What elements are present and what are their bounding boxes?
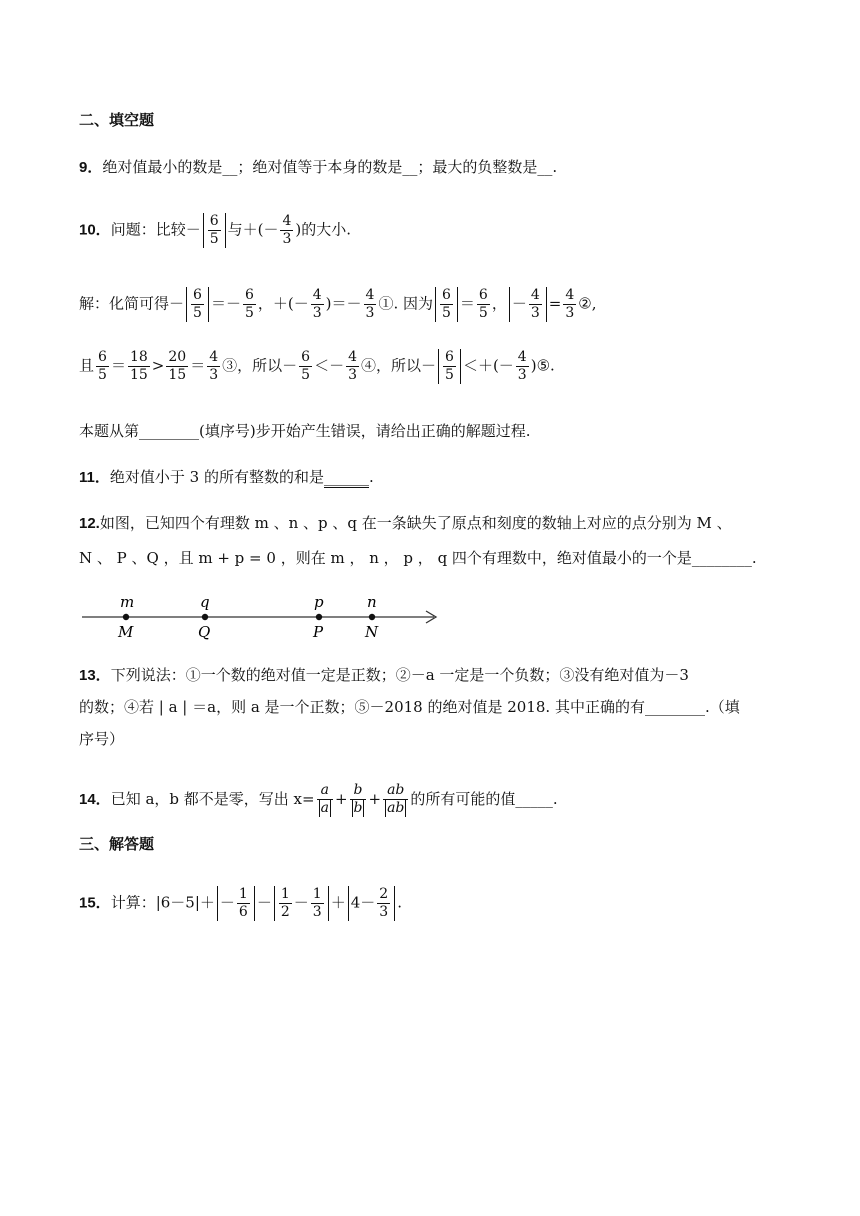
question-10 [79,213,351,248]
question-15: 15．计算：|6－5|＋ － $\frac{1}{6}$ － $\frac{1}{2}$ － $\frac{1}{3}$ ＋ 4－ $\frac{2}{3}$ . [79,886,402,920]
question-number: 11． [79,469,110,486]
question-13-line1 [79,665,689,686]
number-line-figure [82,592,442,640]
q10-solution-line1: 解：化简可得－ $\frac{6}{5}$ ＝－ $\frac{6}{5}$ ，＋(－ $\frac{4}{3}$ )＝－ $\frac{4}{3}$ ①. 因为 $\frac{6}{5}$ ＝ $\frac{6}{5}$ ， － $\frac{4}{3}$ = $\frac{4}{3}$ ②, [79,287,597,321]
question-12-line2: N 、 P 、Q ，且 m + p = 0 ，则在 m ， n ， p ， q 四个有理数中，绝对值最小的一个是________. [79,549,757,567]
point-m [123,614,129,620]
question-text: 下列说法：①一个数的绝对值一定是正数；②－a 一定是一个负数；③没有绝对值为－3 [110,666,689,684]
q10-mid: 与＋(－ [227,220,279,239]
question-text: 如图，已知四个有理数 m 、n 、p 、q 在一条缺失了原点和刻度的数轴上对应的点分别为 M 、 [99,514,732,532]
label-P: P [313,623,324,640]
question-14: 14．已知 a，b 都不是零，写出 x= $\frac{a}{a}$ + $\frac{b}{b}$ + $\frac{ab}{ab}$ 的所有可能的值_____. [79,782,558,816]
question-13-line2: 的数；④若 | a | ＝a，则 a 是一个正数；⑤－2018 的绝对值是 2018. 其中正确的有________.（填 [79,698,740,716]
question-number: 14． [79,790,111,808]
label-n: n [367,593,377,611]
question-text: 绝对值最小的数是__；绝对值等于本身的数是__；最大的负整数是__. [102,158,558,176]
abs-value: $\frac{6}{5}$ [203,213,226,248]
point-n [369,614,375,620]
q10-solution-line2: 且 $\frac{6}{5}$ ＝ $\frac{18}{15}$ > $\frac{20}{15}$ ＝ $\frac{4}{3}$ ③，所以－ $\frac{6}{5}$ ＜－ $\frac{4}{3}$ ④，所以－ $\frac{6}{5}$ ＜＋(－ $\frac{4}{3}$ )⑤. [79,349,555,383]
question-11: 11．绝对值小于 3 的所有整数的和是______. [79,468,374,486]
question-12-line1 [79,513,732,534]
question-13-line3: 序号） [79,730,125,748]
label-q: q [200,593,210,611]
section-2-title: 二、填空题 [79,111,155,129]
question-9 [79,157,557,178]
question-number: 9． [79,159,103,176]
answer-blank: ______ [323,468,369,486]
q10-prompt: 本题从第________(填序号)步开始产生错误，请给出正确的解题过程. [79,422,531,440]
label-N: N [365,623,379,640]
q10-lead: 问题：比较－ [110,220,201,239]
point-q [202,614,208,620]
q10-tail: )的大小. [295,220,352,239]
section-3-title: 三、解答题 [79,835,155,853]
label-Q: Q [198,623,211,640]
fraction: $\frac{4}{3}$ [282,213,292,247]
question-number: 12. [79,515,100,532]
question-number: 13． [79,667,111,684]
question-text: 绝对值小于 3 的所有整数的和是 [109,468,324,486]
label-p: p [314,593,324,611]
question-number: 10． [79,221,111,239]
label-m: m [120,593,135,611]
point-p [316,614,322,620]
question-number: 15． [79,894,111,912]
label-M: M [118,623,134,640]
